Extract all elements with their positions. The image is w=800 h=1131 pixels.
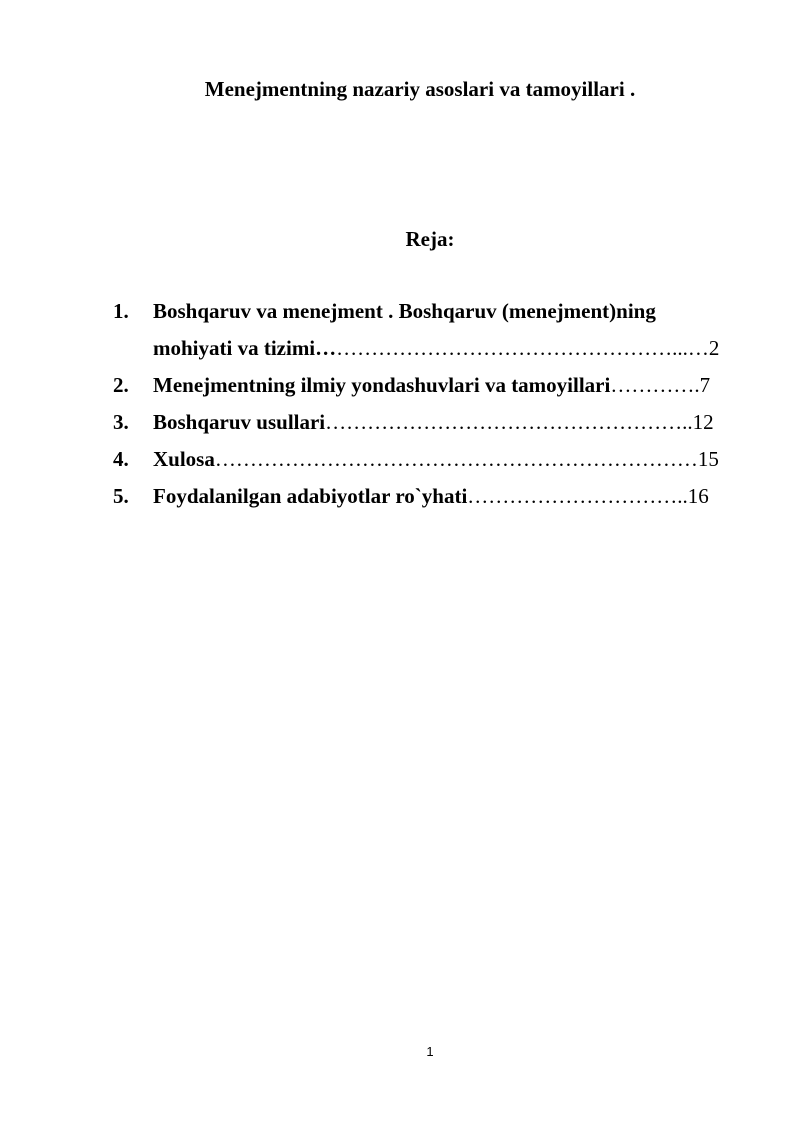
toc-page-number: 15 xyxy=(697,447,719,471)
toc-entry-title: Foydalanilgan adabiyotlar ro`yhati xyxy=(153,484,468,508)
toc-entry-title: Xulosa xyxy=(153,447,215,471)
toc-entry-title: Boshqaruv usullari xyxy=(153,410,326,434)
toc-entry-number: 4. xyxy=(113,447,129,471)
toc-entry-number: 5. xyxy=(113,484,129,508)
page-number: 1 xyxy=(426,1044,434,1059)
toc-page-number: 12 xyxy=(692,410,714,434)
toc-page-number: 7 xyxy=(699,373,711,397)
toc-page-number: 2 xyxy=(708,336,720,360)
plan-heading: Reja: xyxy=(405,227,455,251)
toc-entry-number: 2. xyxy=(113,373,129,397)
toc-entry-title-continuation: mohiyati va tizimi… xyxy=(153,336,337,360)
toc-entry-title: Menejmentning ilmiy yondashuvlari va tamoyillari xyxy=(153,373,611,397)
document-title: Menejmentning nazariy asoslari va tamoyillari . xyxy=(204,77,636,101)
toc-entry-number: 1. xyxy=(113,299,129,323)
toc-dot-leader: …………. xyxy=(610,373,700,397)
toc-dot-leader: …………………………………………………………… xyxy=(214,447,698,471)
toc-page-number: 16 xyxy=(687,484,709,508)
toc-entry-number: 3. xyxy=(113,410,129,434)
toc-entry-title: Boshqaruv va menejment . Boshqaruv (menejment)ning xyxy=(153,299,656,323)
toc-dot-leader: ………………………….. xyxy=(467,484,688,508)
toc-dot-leader: …………………………………………...… xyxy=(336,336,709,360)
toc-dot-leader: …………………………………………….. xyxy=(325,410,693,434)
